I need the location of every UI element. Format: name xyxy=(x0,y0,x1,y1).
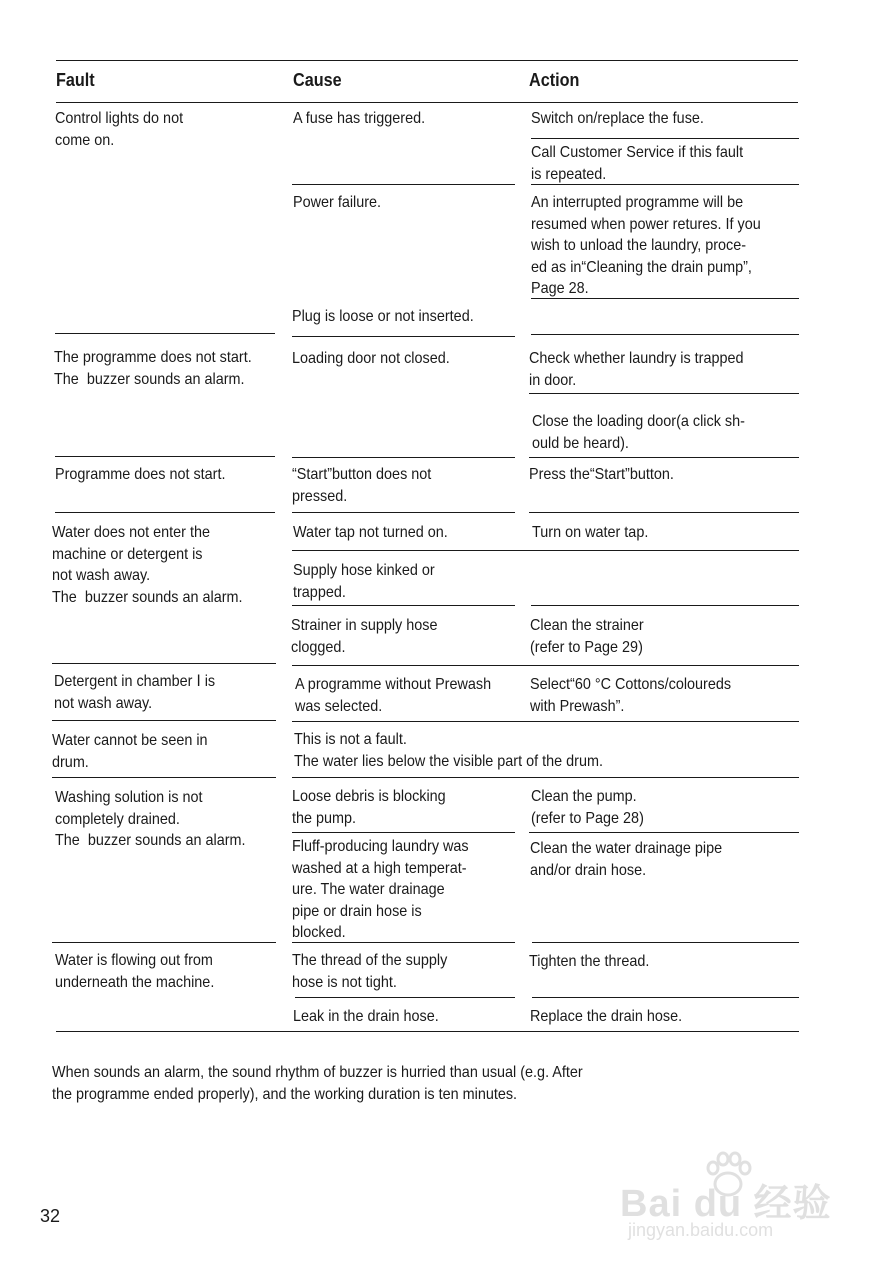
row-rule xyxy=(52,663,276,664)
row-rule xyxy=(531,298,799,299)
row-rule xyxy=(532,997,799,998)
row-rule xyxy=(531,605,799,606)
row-rule xyxy=(531,334,799,335)
row-rule xyxy=(531,138,799,139)
row-rule xyxy=(52,777,276,778)
action-cell: Select“60 °C Cottons/coloureds with Prewash”. xyxy=(530,676,732,715)
fault-cell: Programme does not start. xyxy=(55,466,226,483)
fault-cell: Water does not enter the machine or detergent is not wash away. The buzzer sounds an alarm. xyxy=(52,524,243,606)
footnote: When sounds an alarm, the sound rhythm of buzzer is hurried than usual (e.g. After the programme ended properly), and the working duration is ten minutes. xyxy=(52,1064,583,1103)
cause-cell: A fuse has triggered. xyxy=(293,110,426,127)
cause-cell: Fluff-producing laundry was washed at a high temperat- ure. The water drainage pipe or drain hose is blocked. xyxy=(292,838,469,941)
header-cause: Cause xyxy=(293,70,342,90)
row-rule xyxy=(529,457,799,458)
row-rule xyxy=(292,336,515,337)
row-rule xyxy=(292,457,515,458)
fault-cell: Control lights do not come on. xyxy=(55,110,184,149)
row-rule xyxy=(55,512,275,513)
action-cell: Tighten the thread. xyxy=(529,953,650,970)
row-rule xyxy=(292,605,515,606)
cause-cell: Loose debris is blocking the pump. xyxy=(292,788,446,827)
cause-cell: The thread of the supply hose is not tight. xyxy=(292,952,448,991)
row-rule xyxy=(292,832,515,833)
cause-cell: Loading door not closed. xyxy=(292,350,450,367)
cause-cell: Leak in the drain hose. xyxy=(293,1008,439,1025)
action-cell: Close the loading door(a click sh- ould be heard). xyxy=(532,413,745,452)
fault-cell: Water cannot be seen in drum. xyxy=(52,732,208,771)
header-action: Action xyxy=(529,70,580,90)
cause-cell: Power failure. xyxy=(293,194,382,211)
action-cell: Clean the strainer (refer to Page 29) xyxy=(530,617,644,656)
row-rule xyxy=(529,832,799,833)
row-rule xyxy=(295,997,515,998)
row-rule xyxy=(292,777,799,778)
row-rule xyxy=(292,665,799,666)
watermark-url: jingyan.baidu.com xyxy=(628,1220,774,1240)
page-number: 32 xyxy=(40,1206,61,1226)
row-rule xyxy=(55,456,275,457)
header-rule xyxy=(56,102,798,103)
row-rule xyxy=(292,512,515,513)
row-rule xyxy=(55,333,275,334)
row-rule xyxy=(292,942,515,943)
action-cell: Replace the drain hose. xyxy=(530,1008,683,1025)
action-cell: Check whether laundry is trapped in door. xyxy=(529,350,744,389)
cause-cell: Strainer in supply hose clogged. xyxy=(291,617,438,656)
row-rule xyxy=(531,184,799,185)
cause-cell: Supply hose kinked or trapped. xyxy=(293,562,435,601)
row-rule xyxy=(52,720,276,721)
fault-cell: Water is flowing out from underneath the machine. xyxy=(55,952,215,991)
action-cell: An interrupted programme will be resumed when power retures. If you wish to unload the laundry, proce- ed as in“Cleaning the drain pump”, Page 28. xyxy=(531,194,761,297)
action-cell: Press the“Start”button. xyxy=(529,466,674,483)
header-fault: Fault xyxy=(56,70,95,90)
table-top-rule xyxy=(56,60,798,61)
fault-cell: Detergent in chamber Ⅰ is not wash away. xyxy=(54,673,216,712)
action-cell: Turn on water tap. xyxy=(532,524,649,541)
table-bottom-rule xyxy=(56,1031,799,1032)
row-rule xyxy=(532,942,799,943)
baidu-jingyan-watermark xyxy=(620,1150,850,1260)
cause-cell: This is not a fault. The water lies below the visible part of the drum. xyxy=(294,731,603,770)
row-rule xyxy=(292,550,799,551)
row-rule xyxy=(292,184,515,185)
row-rule xyxy=(529,512,799,513)
row-rule xyxy=(52,942,276,943)
cause-cell: Plug is loose or not inserted. xyxy=(292,308,474,325)
fault-cell: Washing solution is not completely drained. The buzzer sounds an alarm. xyxy=(55,789,246,849)
row-rule xyxy=(292,721,799,722)
action-cell: Call Customer Service if this fault is repeated. xyxy=(531,144,744,183)
watermark-logo: Bai du 经验 xyxy=(620,1183,832,1225)
row-rule xyxy=(529,393,799,394)
cause-cell: A programme without Prewash was selected. xyxy=(295,676,492,715)
action-cell: Switch on/replace the fuse. xyxy=(531,110,704,127)
action-cell: Clean the water drainage pipe and/or drain hose. xyxy=(530,840,723,879)
cause-cell: “Start”button does not pressed. xyxy=(292,466,432,505)
action-cell: Clean the pump. (refer to Page 28) xyxy=(531,788,644,827)
cause-cell: Water tap not turned on. xyxy=(293,524,448,541)
fault-cell: The programme does not start. The buzzer sounds an alarm. xyxy=(54,349,252,388)
